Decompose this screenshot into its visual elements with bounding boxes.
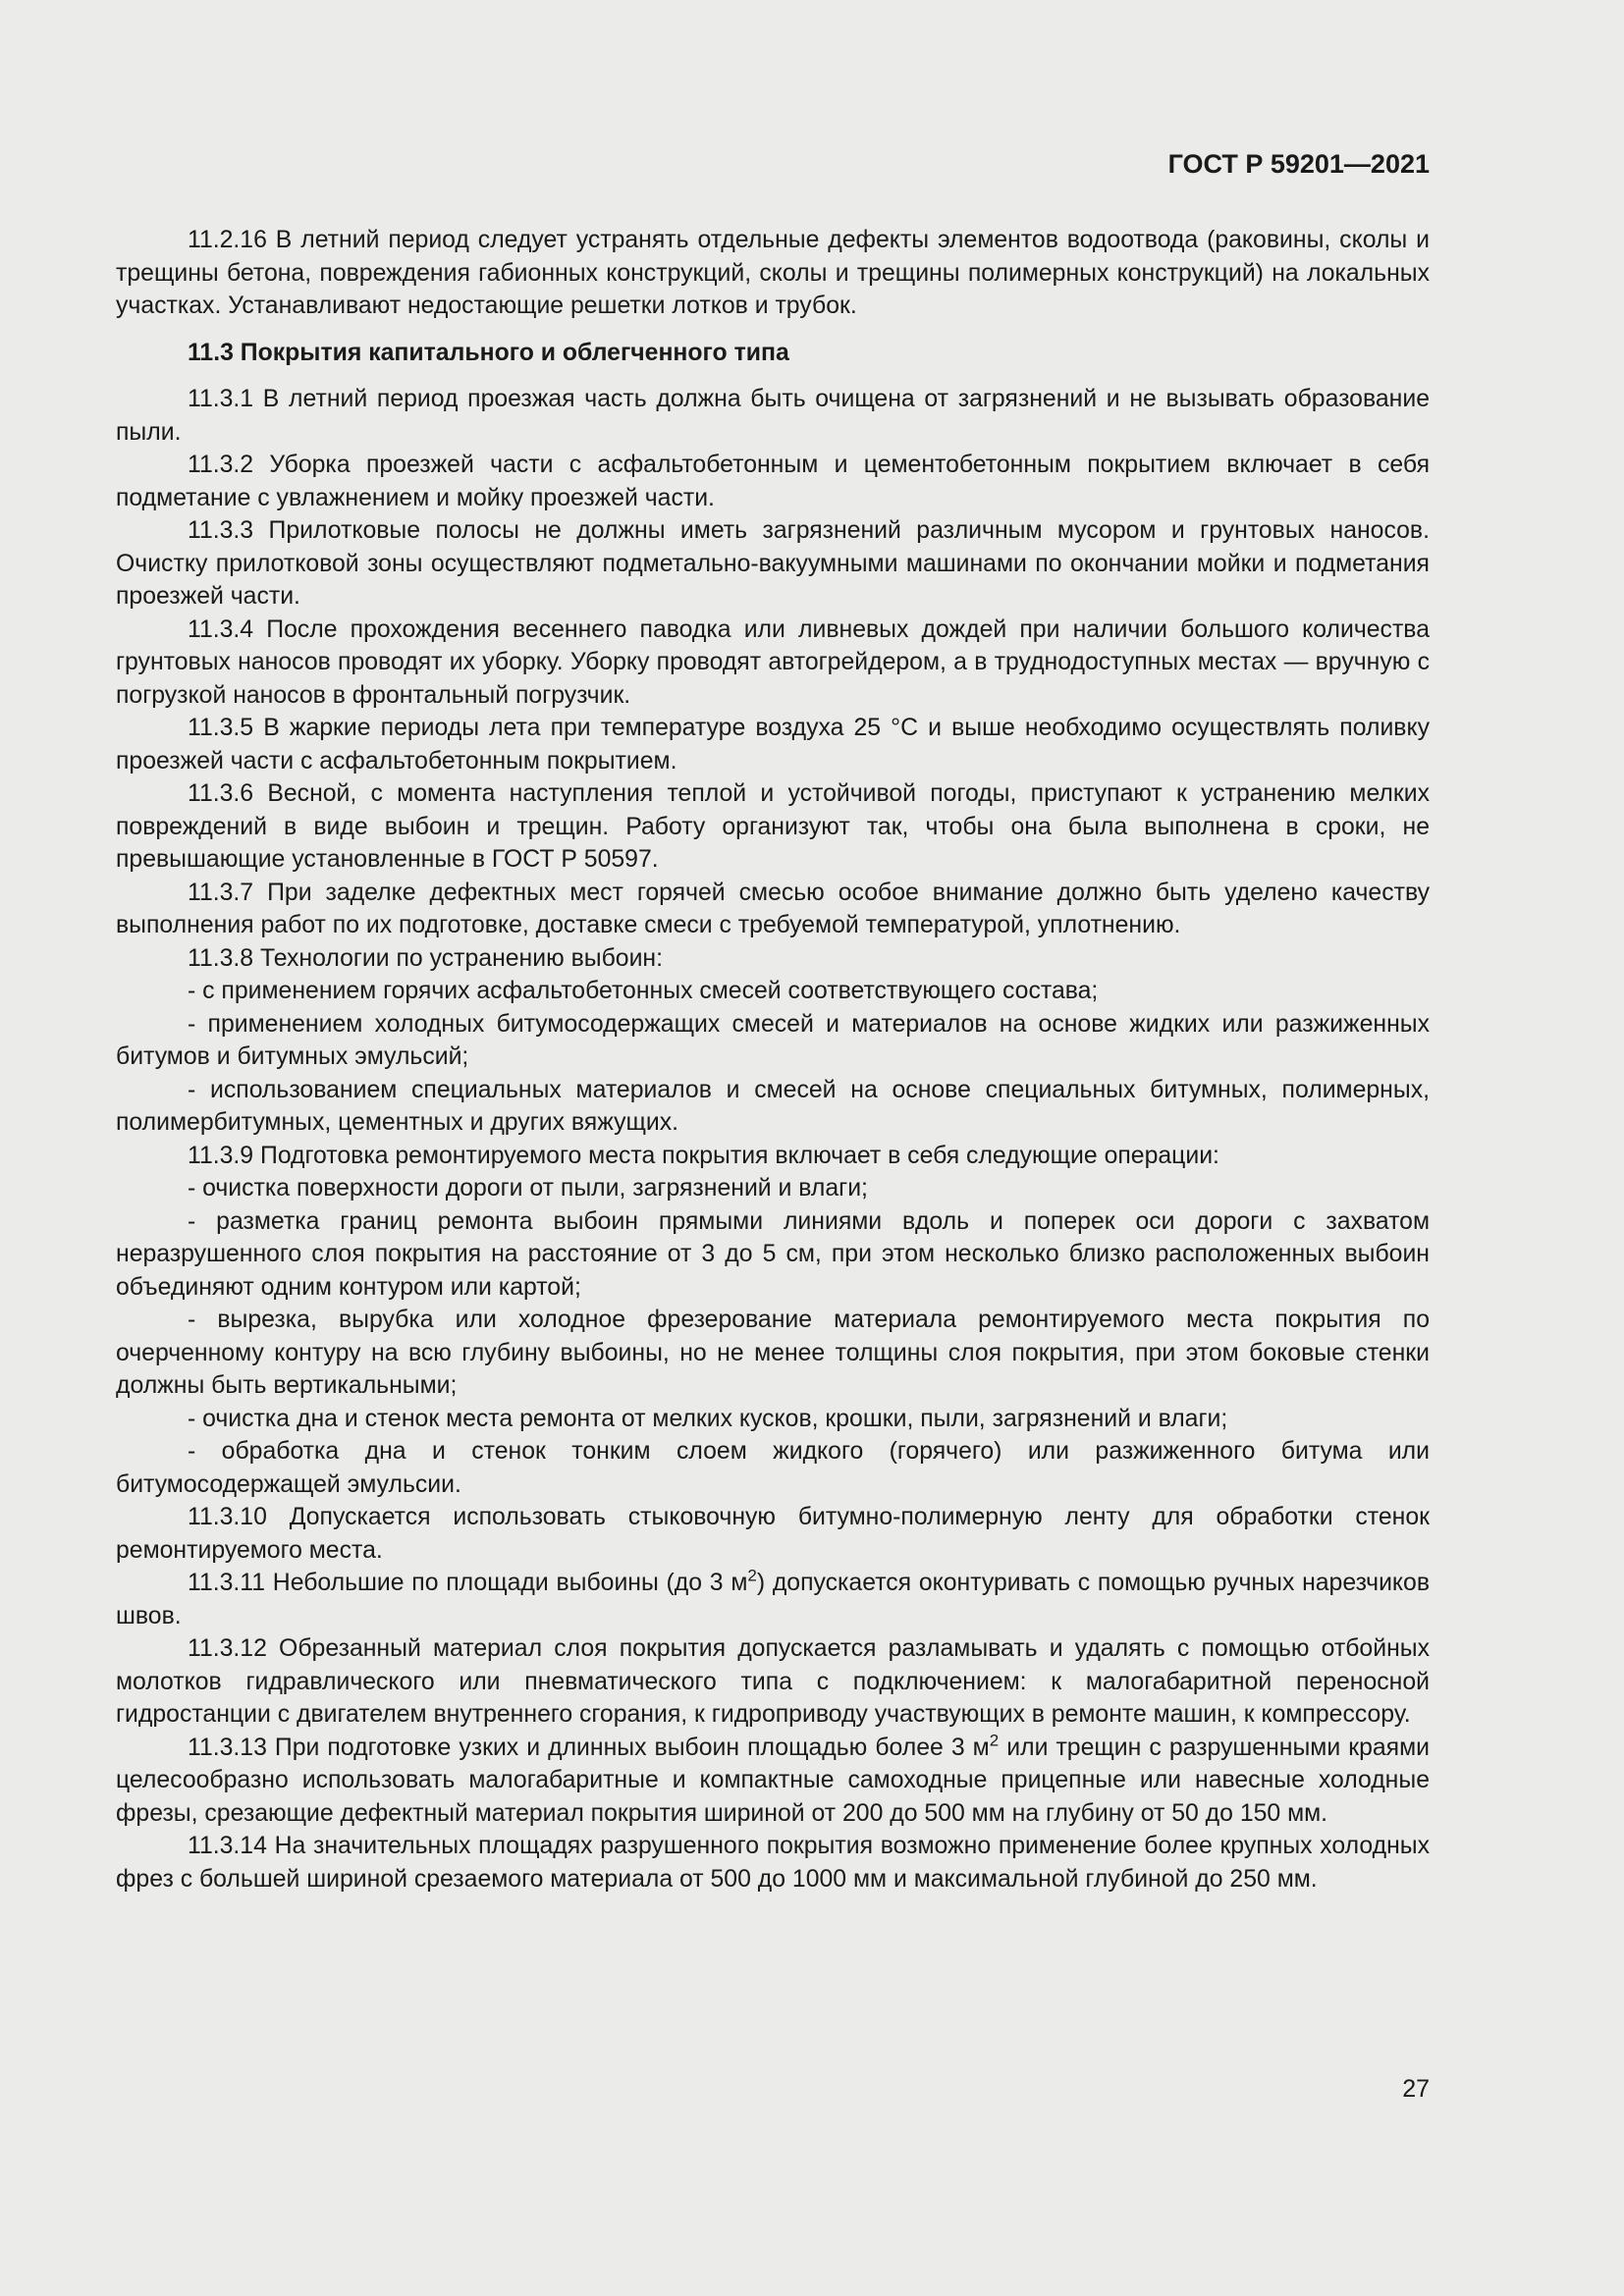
superscript-square: 2 [989, 1731, 1000, 1750]
paragraph-11-3-3: 11.3.3 Прилотковые полосы не должны иметь загрязнений различным мусором и грунтовых наносов. Очистку прилотковой зоны осуществляют подметально-вакуумными машинами по окончании мойки и подметания проезжей части. [116, 517, 1430, 610]
paragraph-11-3-2: 11.3.2 Уборка проезжей части с асфальтобетонным и цементобетонным покрытием включает в себя подметание с увлажнением и мойку проезжей части. [116, 452, 1430, 511]
list-item-11-3-8-c: - использованием специальных материалов и смесей на основе специальных битумных, полимерных, полимербитумных, цементных и других вяжущих. [116, 1076, 1430, 1136]
document-body [116, 224, 1430, 1896]
paragraph-11-3-13-text-start: 11.3.13 При подготовке узких и длинных выбоин площадью более 3 м [188, 1734, 990, 1761]
paragraph-11-3-6: 11.3.6 Весной, с момента наступления теплой и устойчивой погоды, приступают к устранению мелких повреждений в виде выбоин и трещин. Работу организуют так, чтобы она была выполнена в сроки, не превышающие установленные в ГОСТ Р 50597. [116, 780, 1430, 873]
list-item-11-3-9-d: - очистка дна и стенок места ремонта от мелких кусков, крошки, пыли, загрязнений и влаги; [188, 1405, 1228, 1432]
list-item-11-3-9-a: - очистка поверхности дороги от пыли, загрязнений и влаги; [188, 1175, 868, 1201]
paragraph-11-3-13-text-end: или трещин с разрушенными краями целесообразно использовать малогабаритные и компактные самоходные прицепные или навесные холодные фрезы, срезающие дефектный материал покрытия шириной от 200 до 500 мм на глубину от 50 до 150 мм. [116, 1734, 1430, 1827]
paragraph-11-3-11-text-end: ) допускается оконтуривать с помощью ручных нарезчиков швов. [116, 1570, 1431, 1629]
superscript-square: 2 [747, 1566, 757, 1585]
standard-header: ГОСТ Р 59201—2021 [1167, 149, 1430, 179]
paragraph-11-3-1: 11.3.1 В летний период проезжая часть должна быть очищена от загрязнений и не вызывать образование пыли. [116, 386, 1430, 446]
page-number: 27 [1402, 2075, 1430, 2103]
paragraph-11-3-9: 11.3.9 Подготовка ремонтируемого места покрытия включает в себя следующие операции: [188, 1142, 1219, 1169]
list-item-11-3-8-b: - применением холодных битумосодержащих смесей и материалов на основе жидких или разжиженных битумов и битумных эмульсий; [116, 1010, 1430, 1070]
paragraph-11-3-5: 11.3.5 В жаркие периоды лета при температуре воздуха 25 °С и выше необходимо осуществлять поливку проезжей части с асфальтобетонным покрытием. [116, 715, 1430, 774]
paragraph-11-3-14: 11.3.14 На значительных площадях разрушенного покрытия возможно применение более крупных холодных фрез с большей шириной срезаемого материала от 500 до 1000 мм и максимальной глубиной до 250 мм. [116, 1833, 1430, 1893]
list-item-11-3-8-a: - с применением горячих асфальтобетонных смесей соответствующего состава; [188, 978, 1099, 1004]
list-item-11-3-9-e: - обработка дна и стенок тонким слоем жидкого (горячего) или разжиженного битума или битумосодержащей эмульсии. [116, 1438, 1430, 1498]
paragraph-11-3-11-text-start: 11.3.11 Небольшие по площади выбоины (до 3 м [188, 1570, 748, 1596]
paragraph-11-3-11 [116, 1567, 1430, 1632]
paragraph-11-3-10: 11.3.10 Допускается использовать стыковочную битумно-полимерную ленту для обработки стенок ремонтируемого места. [116, 1504, 1430, 1564]
list-item-11-3-9-c: - вырезка, вырубка или холодное фрезерование материала ремонтируемого места покрытия по очерченному контуру на всю глубину выбоины, но не менее толщины слоя покрытия, при этом боковые стенки должны быть вертикальными; [116, 1307, 1430, 1399]
paragraph-11-3-7: 11.3.7 При заделке дефектных мест горячей смесью особое внимание должно быть уделено качеству выполнения работ по их подготовке, доставке смеси с требуемой температурой, уплотнению. [116, 879, 1430, 938]
paragraph-11-3-8: 11.3.8 Технологии по устранению выбоин: [188, 944, 664, 972]
paragraph-11-3-13 [116, 1732, 1430, 1831]
paragraph-11-3-12: 11.3.12 Обрезанный материал слоя покрытия допускается разламывать и удалять с помощью отбойных молотков гидравлического или пневматического типа с подключением: к малогабаритной переносной гидростанции с двигателем внутреннего сгорания, к гидроприводу участвующих в ремонте машин, к компрессору. [116, 1635, 1430, 1728]
section-heading-11-3: 11.3 Покрытия капитального и облегченного типа [188, 339, 789, 366]
list-item-11-3-9-b: - разметка границ ремонта выбоин прямыми линиями вдоль и поперек оси дороги с захватом неразрушенного слоя покрытия на расстояние от 3 до 5 см, при этом несколько близко расположенных выбоин объединяют одним контуром или картой; [116, 1207, 1430, 1301]
paragraph-11-3-4: 11.3.4 После прохождения весеннего паводка или ливневых дождей при наличии большого количества грунтовых наносов проводят их уборку. Уборку проводят автогрейдером, а в труднодоступных местах — вручную с погрузкой наносов в фронтальный погрузчик. [116, 615, 1430, 709]
paragraph-11-2-16: 11.2.16 В летний период следует устранять отдельные дефекты элементов водоотвода (раковины, сколы и трещины бетона, повреждения габионных конструкций, сколы и трещины полимерных конструкций) на локальных участках. Устанавливают недостающие решетки лотков и трубок. [116, 227, 1430, 319]
